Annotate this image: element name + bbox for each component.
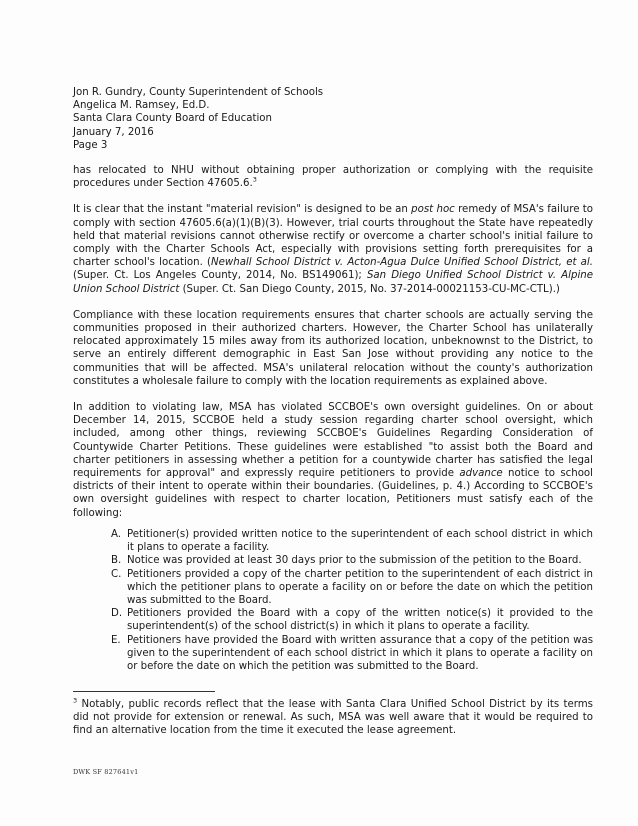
paragraph-text: has relocated to NHU without obtaining proper authorization or complying with the requisite procedures under Section 47605.6. — [73, 165, 593, 190]
letter-date: January 7, 2016 — [73, 126, 154, 138]
recipient-line-1: Jon R. Gundry, County Superintendent of Schools — [73, 87, 324, 98]
list-item — [73, 634, 593, 674]
italic-text: advance — [459, 468, 503, 480]
requirements-list — [73, 528, 593, 673]
paragraph-text: It is clear that the instant "material revision" is designed to be an — [73, 204, 412, 216]
list-item-text: Notice was provided at least 30 days prior to the submission of the petition to the Board. — [127, 555, 582, 567]
list-item — [73, 568, 593, 608]
letter-header — [73, 86, 593, 152]
list-letter: A. — [111, 528, 122, 540]
list-item — [73, 528, 593, 554]
footnote-reference: 3 — [252, 175, 257, 184]
paragraph-continuation — [73, 164, 593, 190]
spacer — [73, 388, 593, 401]
recipient-line-3: Santa Clara County Board of Education — [73, 113, 272, 125]
footnote-divider — [73, 691, 215, 692]
paragraph-text: In addition to violating law, MSA has violated SCCBOE's own oversight guidelines. On or about December 14, 2015, SCCBOE held a study session regarding charter school oversight, which included, among other things, reviewing SCCBOE's Guidelines Regarding Consideration of Countywide Charter Petitions. These guidelines were established "to assist both the Board and charter petitioners in assessing whether a petition for a countywide charter has satisfied the legal requirements for approval" and expressly require petitioners to provide — [73, 402, 593, 480]
paragraph-text: remedy of MSA's failure to comply with section 47605.6(a)(1)(B)(3). However, trial courts throughout the State have repeatedly held that material revisions cannot otherwise rectify or overcome a charter school's initial failure to comply with the Charter Schools Act, especially with provisions setting forth prerequisites for a charter school's location. ( — [73, 204, 594, 269]
page-number: Page 3 — [73, 139, 108, 151]
case-citation: San Diego Unified School District v. Alpine Union School District — [73, 270, 593, 295]
list-letter: C. — [111, 568, 122, 580]
list-letter: D. — [111, 608, 123, 620]
spacer — [73, 296, 593, 309]
footnote-number: 3 — [73, 696, 78, 705]
list-item-text: Petitioner(s) provided written notice to the superintendent of each school district in which it plans to operate a facility. — [127, 528, 593, 554]
recipient-line-2: Angelica M. Ramsey, Ed.D. — [73, 100, 210, 112]
list-item — [73, 554, 593, 567]
list-item-text: Petitioners have provided the Board with written assurance that a copy of the petition was given to the superintendent of each school district in which it plans to operate a facility on or before the date on which the petition was submitted to the Board. — [127, 634, 593, 672]
list-item-text: Petitioners provided a copy of the charter petition to the superintendent of each district in which the petitioner plans to operate a facility on or before the date on which the petition was submitted to the Board. — [127, 568, 593, 606]
paragraph-material-revision — [73, 203, 593, 295]
list-item-text: Petitioners provided the Board with a copy of the written notice(s) it provided to the superintendent(s) of the school district(s) in which it plans to operate a facility. — [127, 608, 593, 633]
list-letter: B. — [111, 555, 122, 567]
document-id: DWK SF 827641v1 — [73, 768, 139, 776]
spacer — [73, 190, 593, 203]
letter-body — [73, 86, 593, 673]
case-citation: Newhall School District v. Acton-Agua Dulce Unified School District, et al. — [211, 257, 593, 269]
list-letter: E. — [111, 634, 121, 646]
spacer — [73, 152, 593, 164]
paragraph-text: (Super. Ct. San Diego County, 2015, No. 37-2014-00021153-CU-MC-CTL).) — [179, 283, 560, 295]
spacer — [73, 520, 593, 528]
footnote — [73, 698, 593, 738]
footnote-text: Notably, public records reflect that the lease with Santa Clara Unified School District by its terms did not provide for extension or renewal. As such, MSA was well aware that it would be required to find an alternative location from the time it executed the lease agreement. — [73, 699, 593, 737]
paragraph-oversight-guidelines — [73, 401, 593, 520]
paragraph-text: notice to school districts of their intent to operate within their boundaries. (Guidelines, p. 4.) According to SCCBOE's own oversight guidelines with respect to charter location, Petitioners must satisfy each of the following: — [73, 468, 593, 519]
italic-text: post hoc — [411, 204, 455, 216]
paragraph-text: (Super. Ct. Los Angeles County, 2014, No. BS149061); — [73, 270, 367, 282]
paragraph-location-requirements: Compliance with these location requirements ensures that charter schools are actually serving the communities proposed in their authorized charters. However, the Charter School has unilaterally relocated approximately 15 miles away from its authorized location, unbeknownst to the District, to serve an entirely different demographic in East San Jose without providing any notice to the communities that will be affected. MSA's unilateral relocation without the county's authorization constitutes a wholesale failure to comply with the location requirements as explained above. — [73, 309, 593, 387]
list-item — [73, 607, 593, 633]
